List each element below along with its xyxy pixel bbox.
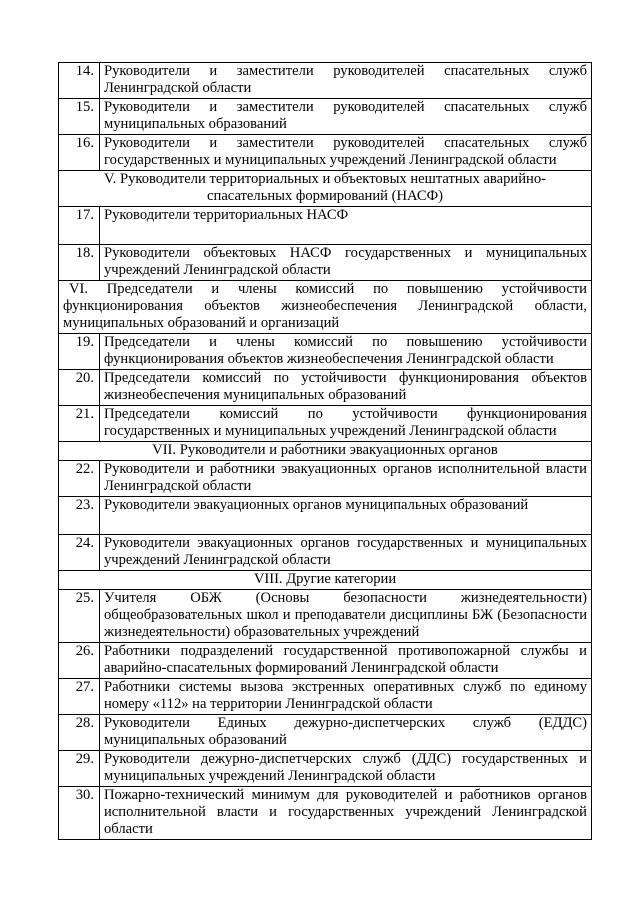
row-number: 16. (59, 135, 100, 171)
training-categories-table (58, 62, 592, 840)
table-row (59, 406, 592, 442)
row-number: 18. (59, 245, 100, 281)
row-text: Руководители и работники эвакуационных органов исполнительной власти Ленинградской области (100, 461, 592, 497)
table-row (59, 370, 592, 406)
table-row (59, 751, 592, 787)
row-text: Руководители и заместители руководителей спасательных служб Ленинградской области (100, 63, 592, 99)
table-row (59, 679, 592, 715)
section-heading: VI. Председатели и члены комиссий по повышению устойчивости функционирования объектов жизнеобеспечения Ленинградской области, муниципальных образований и организаций (59, 281, 592, 334)
section-header-row (59, 171, 592, 207)
row-number: 22. (59, 461, 100, 497)
row-number: 28. (59, 715, 100, 751)
row-text: Руководители и заместители руководителей спасательных служб муниципальных образований (100, 99, 592, 135)
row-number: 14. (59, 63, 100, 99)
row-text: Работники системы вызова экстренных оперативных служб по единому номеру «112» на территории Ленинградской области (100, 679, 592, 715)
table-row (59, 461, 592, 497)
section-heading: VII. Руководители и работники эвакуационных органов (59, 442, 592, 461)
table-row (59, 334, 592, 370)
row-text: Председатели комиссий по устойчивости функционирования государственных и муниципальных учреждений Ленинградской области (100, 406, 592, 442)
table-row (59, 535, 592, 571)
row-number: 23. (59, 497, 100, 535)
row-number: 20. (59, 370, 100, 406)
row-number: 29. (59, 751, 100, 787)
row-number: 27. (59, 679, 100, 715)
section-heading: VIII. Другие категории (59, 571, 592, 590)
row-number: 17. (59, 207, 100, 245)
row-number: 25. (59, 590, 100, 643)
row-text: Пожарно-технический минимум для руководителей и работников органов исполнительной власти и государственных учреждений Ленинградской области (100, 787, 592, 840)
row-text: Руководители объектовых НАСФ государственных и муниципальных учреждений Ленинградской области (100, 245, 592, 281)
table-row (59, 207, 592, 245)
row-text: Руководители территориальных НАСФ (100, 207, 592, 245)
row-number: 30. (59, 787, 100, 840)
table-row (59, 63, 592, 99)
section-header-row (59, 442, 592, 461)
section-heading: V. Руководители территориальных и объектовых нештатных аварийно-спасательных формирований (НАСФ) (59, 171, 592, 207)
table-row (59, 135, 592, 171)
row-text: Руководители эвакуационных органов государственных и муниципальных учреждений Ленинградской области (100, 535, 592, 571)
row-number: 24. (59, 535, 100, 571)
section-header-row (59, 281, 592, 334)
section-header-row (59, 571, 592, 590)
row-number: 15. (59, 99, 100, 135)
table-row (59, 715, 592, 751)
table-row (59, 497, 592, 535)
row-text: Руководители дежурно-диспетчерских служб (ДДС) государственных и муниципальных учреждений Ленинградской области (100, 751, 592, 787)
table-row (59, 245, 592, 281)
table-row (59, 99, 592, 135)
table-row (59, 643, 592, 679)
row-text: Председатели комиссий по устойчивости функционирования объектов жизнеобеспечения муниципальных образований (100, 370, 592, 406)
row-text: Руководители и заместители руководителей спасательных служб государственных и муниципальных учреждений Ленинградской области (100, 135, 592, 171)
row-text: Учителя ОБЖ (Основы безопасности жизнедеятельности) общеобразовательных школ и преподаватели дисциплины БЖ (Безопасности жизнедеятельности) образовательных учреждений (100, 590, 592, 643)
table-row (59, 590, 592, 643)
row-number: 21. (59, 406, 100, 442)
row-text: Работники подразделений государственной противопожарной службы и аварийно-спасательных формирований Ленинградской области (100, 643, 592, 679)
row-number: 26. (59, 643, 100, 679)
row-text: Руководители эвакуационных органов муниципальных образований (100, 497, 592, 535)
row-text: Руководители Единых дежурно-диспетчерских служб (ЕДДС) муниципальных образований (100, 715, 592, 751)
table-row (59, 787, 592, 840)
row-number: 19. (59, 334, 100, 370)
row-text: Председатели и члены комиссий по повышению устойчивости функционирования объектов жизнеобеспечения Ленинградской области (100, 334, 592, 370)
